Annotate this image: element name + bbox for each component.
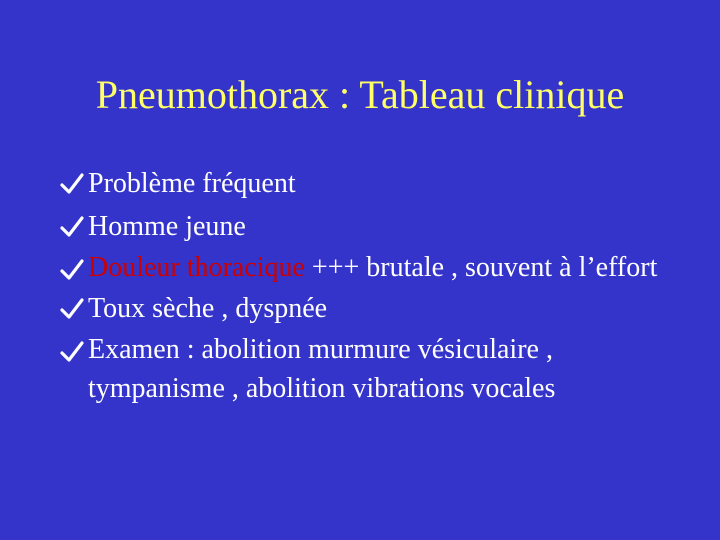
bullet-text: Toux sèche , dyspnée bbox=[88, 293, 328, 324]
bullet-list bbox=[60, 162, 680, 408]
slide-title: Pneumothorax : Tableau clinique bbox=[95, 72, 625, 117]
checkmark-icon bbox=[60, 259, 84, 281]
checkmark-icon bbox=[60, 173, 84, 195]
checkmark-icon bbox=[60, 216, 84, 238]
bullet-item bbox=[60, 330, 680, 408]
bullet-highlight-text: Douleur thoracique bbox=[88, 252, 305, 283]
checkmark-icon bbox=[60, 341, 84, 363]
bullet-text: Homme jeune bbox=[88, 211, 246, 242]
bullet-item bbox=[60, 287, 680, 330]
bullet-text: Examen : abolition murmure vésiculaire , tympanisme , abolition vibrations vocales bbox=[88, 334, 556, 404]
bullet-item bbox=[60, 205, 680, 248]
bullet-item bbox=[60, 248, 680, 287]
checkmark-icon bbox=[60, 298, 84, 320]
bullet-item bbox=[60, 162, 680, 205]
bullet-text: +++ brutale , souvent à l’effort bbox=[304, 252, 658, 283]
bullet-text: Problème fréquent bbox=[88, 168, 296, 199]
